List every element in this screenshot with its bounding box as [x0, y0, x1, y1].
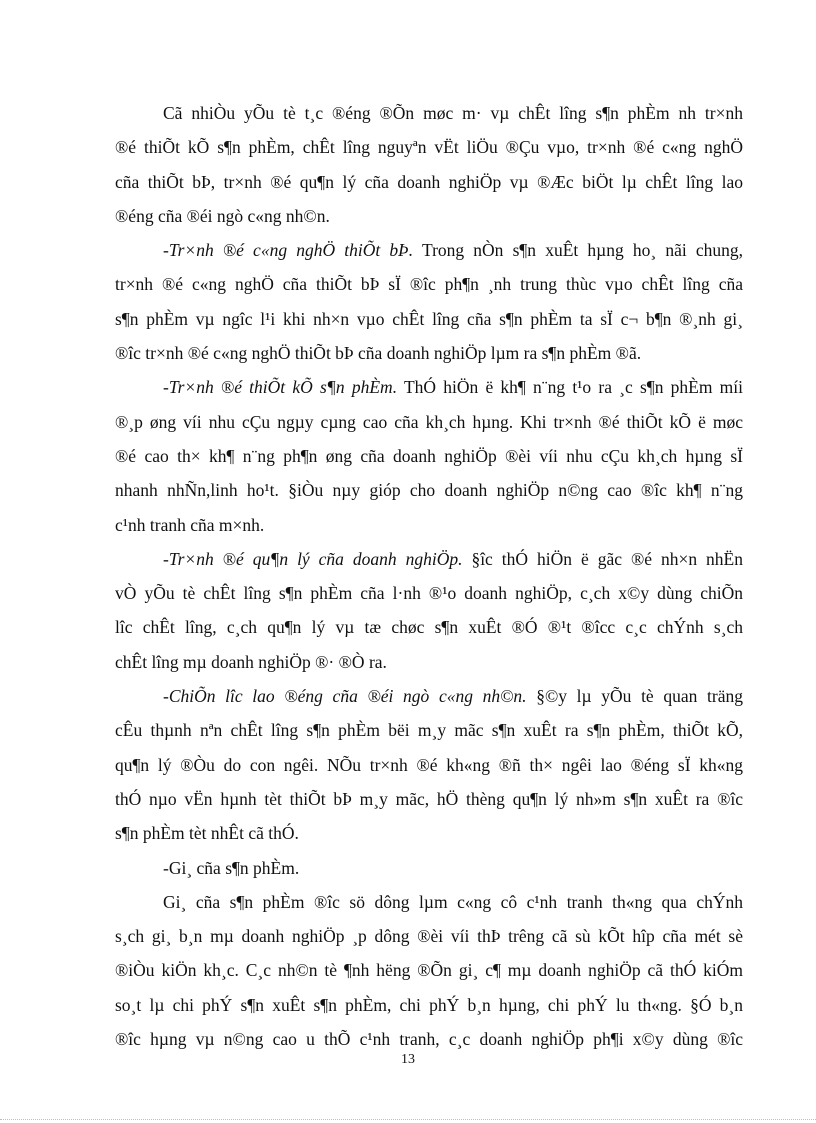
paragraph-line: [115, 953, 743, 987]
paragraph-line: [115, 610, 743, 644]
line-text: tr×nh ®é c«ng nghÖ cña thiÕt bÞ sÏ ®îc ph¶n ¸nh trung thùc vµo chÊt lîng cña: [115, 274, 743, 295]
paragraph-line: [115, 336, 743, 370]
paragraph-line: [115, 748, 743, 782]
line-text: cÊu thµnh nªn chÊt lîng s¶n phÈm bëi m¸y mãc s¶n xuÊt ra s¶n phÈm, thiÕt kÕ,: [115, 720, 743, 741]
section-heading-management: -Tr×nh ®é qu¶n lý cña doanh nghiÖp.: [163, 548, 463, 569]
page-bottom-rule: [0, 1119, 816, 1120]
line-text: ThÓ hiÖn ë kh¶ n¨ng t¹o ra ¸c s¶n phÈm míi: [397, 377, 743, 398]
paragraph-line: [115, 576, 743, 610]
paragraph-line: [115, 816, 743, 850]
line-text: thÓ nµo vËn hµnh tèt thiÕt bÞ m¸y mãc, hÖ thèng qu¶n lý nh»m s¶n xuÊt ra ®îc: [115, 788, 743, 809]
paragraph-line: [115, 439, 743, 473]
line-text: §©y lµ yÕu tè quan träng: [526, 686, 743, 707]
line-text: Trong nÒn s¶n xuÊt hµng ho¸ nãi chung,: [413, 240, 743, 261]
paragraph-line: [115, 679, 743, 713]
paragraph-line: [115, 473, 743, 507]
document-body: [115, 96, 743, 1056]
paragraph-line: [115, 713, 743, 747]
paragraph-line: [115, 542, 743, 576]
line-text: ®îc hµng vµ n©ng cao u thÕ c¹nh tranh, c¸c doanh nghiÖp ph¶i x©y dùng ®îc: [115, 1029, 743, 1050]
paragraph-line: [115, 988, 743, 1022]
line-text: nhanh nhÑn,linh ho¹t. §iÒu nµy gióp cho doanh nghiÖp n©ng cao ®îc kh¶ n¨ng: [115, 480, 743, 501]
line-text: ®éng cña ®éi ngò c«ng nh©n.: [115, 205, 330, 226]
paragraph-line: [115, 405, 743, 439]
paragraph-line: [115, 851, 743, 885]
line-text: Cã nhiÒu yÕu tè t¸c ®éng ®Õn møc m· vµ chÊt lîng s¶n phÈm nh tr×nh: [163, 103, 743, 123]
section-heading-technology: -Tr×nh ®é c«ng nghÖ thiÕt bÞ.: [163, 240, 414, 261]
paragraph-line: [115, 302, 743, 336]
page-number: 13: [401, 1052, 415, 1067]
paragraph-line: [115, 919, 743, 953]
section-heading-price: -Gi¸ cña s¶n phÈm.: [163, 857, 300, 878]
line-text: c¹nh tranh cña m×nh.: [115, 514, 265, 535]
paragraph-line: [115, 885, 743, 919]
paragraph-line: [115, 233, 743, 267]
paragraph-line: [115, 96, 743, 130]
section-heading-design: -Tr×nh ®é thiÕt kÕ s¶n phÈm.: [163, 377, 398, 398]
line-text: chÊt lîng mµ doanh nghiÖp ®· ®Ò ra.: [115, 651, 387, 672]
paragraph-line: [115, 267, 743, 301]
line-text: ®é thiÕt kÕ s¶n phÈm, chÊt lîng nguyªn vËt liÖu ®Çu vµo, tr×nh ®é c«ng nghÖ: [115, 137, 743, 158]
paragraph-line: [115, 508, 743, 542]
line-text: Gi¸ cña s¶n phÈm ®îc sö dông lµm c«ng cô c¹nh tranh th«ng qua chÝnh: [163, 891, 743, 912]
line-text: ®iÒu kiÖn kh¸c. C¸c nh©n tè ¶nh hëng ®Õn gi¸ c¶ mµ doanh nghiÖp cã thÓ kiÓm: [115, 960, 743, 981]
line-text: ®¸p øng víi nhu cÇu ngµy cµng cao cña kh¸ch hµng. Khi tr×nh ®é thiÕt kÕ ë møc: [115, 411, 743, 432]
section-heading-labor: -ChiÕn lîc lao ®éng cña ®éi ngò c«ng nh©n.: [163, 686, 527, 707]
line-text: s¶n phÈm vµ ngîc l¹i khi nh×n vµo chÊt lîng cña s¶n phÈm ta sÏ c¬ b¶n ®¸nh gi¸: [115, 308, 743, 329]
paragraph-line: [115, 782, 743, 816]
paragraph-line: [115, 165, 743, 199]
line-text: ®îc tr×nh ®é c«ng nghÖ thiÕt bÞ cña doanh nghiÖp lµm ra s¶n phÈm ®ã.: [115, 343, 642, 364]
line-text: s¶n phÈm tèt nhÊt cã thÓ.: [115, 823, 299, 844]
line-text: s¸ch gi¸ b¸n mµ doanh nghiÖp ¸p dông ®èi víi thÞ trêng cã sù kÕt hîp cña mét sè: [115, 926, 743, 947]
line-text: so¸t lµ chi phÝ s¶n xuÊt s¶n phÈm, chi phÝ b¸n hµng, chi phÝ lu th«ng. §Ó b¸n: [115, 994, 743, 1015]
paragraph-line: [115, 645, 743, 679]
line-text: vÒ yÕu tè chÊt lîng s¶n phÈm cña l·nh ®¹o doanh nghiÖp, c¸ch x©y dùng chiÕn: [115, 583, 743, 604]
line-text: cña thiÕt bÞ, tr×nh ®é qu¶n lý cña doanh nghiÖp vµ ®Æc biÖt lµ chÊt lîng lao: [115, 171, 743, 192]
line-text: ®é cao th× kh¶ n¨ng ph¶n øng cña doanh nghiÖp ®èi víi nhu cÇu kh¸ch hµng sÏ: [115, 445, 743, 466]
line-text: §îc thÓ hiÖn ë gãc ®é nh×n nhËn: [462, 548, 743, 569]
paragraph-line: [115, 370, 743, 404]
paragraph-line: [115, 199, 743, 233]
line-text: lîc chÊt lîng, c¸ch qu¶n lý vµ tæ chøc s¶n xuÊt ®Ó ®¹t ®îcc c¸c chÝnh s¸ch: [115, 617, 743, 638]
paragraph-line: [115, 130, 743, 164]
line-text: qu¶n lý ®Òu do con ngêi. NÕu tr×nh ®é kh«ng ®ñ th× ngêi lao ®éng sÏ kh«ng: [115, 754, 743, 775]
